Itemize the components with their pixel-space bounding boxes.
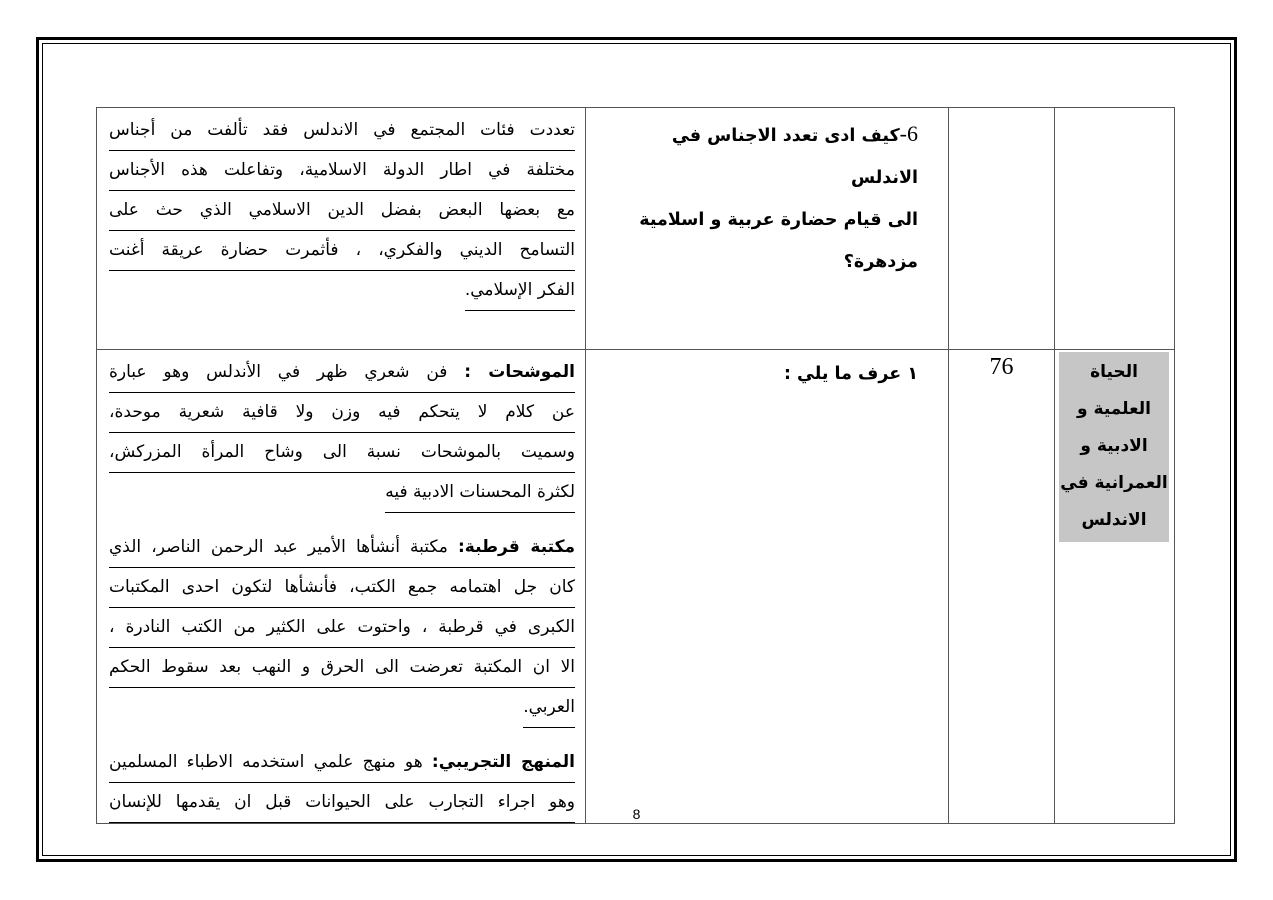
topic-cell xyxy=(1055,350,1175,824)
answer-line: التسامح الديني والفكري، ، فأثمرت حضارة عريقة أغنت xyxy=(109,231,575,271)
page-number: 8 xyxy=(632,806,641,822)
question-text xyxy=(586,108,948,283)
question-number: 6- xyxy=(899,121,918,146)
answer-cell xyxy=(97,108,586,350)
term-muwashshahat: الموشحات : xyxy=(464,362,575,382)
answer-line: لكثرة المحسنات الادبية فيه xyxy=(385,473,575,513)
answer-line: كان جل اهتمامه جمع الكتب، فأنشأها لتكون احدى المكتبات xyxy=(109,568,575,608)
answer-line: مختلفة في اطار الدولة الاسلامية، وتفاعلت هذه الأجناس xyxy=(109,151,575,191)
answer-line: الفكر الإسلامي. xyxy=(465,271,575,311)
answer-text xyxy=(97,108,585,326)
answer-line xyxy=(109,528,575,568)
question-line: الى قيام حضارة عربية و اسلامية xyxy=(639,210,918,230)
term-cordoba-library: مكتبة قرطبة: xyxy=(458,537,575,557)
answer-line: وهو اجراء التجارب على الحيوانات قبل ان يقدمها للإنسان xyxy=(109,783,575,823)
answer-line: مع بعضها البعض بفضل الدين الاسلامي الذي حث على xyxy=(109,191,575,231)
lesson-table xyxy=(96,107,1175,824)
answer-cell xyxy=(97,350,586,824)
answer-line xyxy=(109,743,575,783)
answer-line: الا ان المكتبة تعرضت الى الحرق و النهب بعد سقوط الحكم xyxy=(109,648,575,688)
question-line: كيف ادى تعدد الاجناس في الاندلس xyxy=(671,126,918,188)
term-experimental-method: المنهج التجريبي: xyxy=(431,752,575,772)
topic-cell xyxy=(1055,108,1175,350)
answer-line: تعددت فئات المجتمع في الاندلس فقد تألفت من أجناس xyxy=(109,111,575,151)
question-line: مزدهرة؟ xyxy=(843,252,918,272)
definition-text: هو منهج علمي استخدمه الاطباء المسلمين xyxy=(109,752,432,772)
answer-line: العربي. xyxy=(523,688,575,728)
topic-label: الحياة العلمية و الادبية و العمرانية في الاندلس xyxy=(1059,352,1169,542)
question-text: ١ عرف ما يلي : xyxy=(783,364,918,384)
answer-line xyxy=(109,353,575,393)
definition-text: فن شعري ظهر في الأندلس وهو عبارة xyxy=(109,362,465,382)
answer-line: وسميت بالموشحات نسبة الى وشاح المرأة المزركش، xyxy=(109,433,575,473)
answer-line: عن كلام لا يتحكم فيه وزن ولا قافية شعرية موحدة، xyxy=(109,393,575,433)
page-cell xyxy=(949,108,1055,350)
question-cell xyxy=(586,108,949,350)
table-row xyxy=(97,108,1175,350)
table-row xyxy=(97,350,1175,824)
answer-line: الكبرى في قرطبة ، واحتوت على الكثير من الكتب النادرة ، xyxy=(109,608,575,648)
answer-text xyxy=(97,350,585,823)
definition-text: مكتبة أنشأها الأمير عبد الرحمن الناصر، الذي xyxy=(109,537,458,557)
page-reference: 76 xyxy=(989,354,1014,380)
page-cell xyxy=(949,350,1055,824)
question-cell xyxy=(586,350,949,824)
